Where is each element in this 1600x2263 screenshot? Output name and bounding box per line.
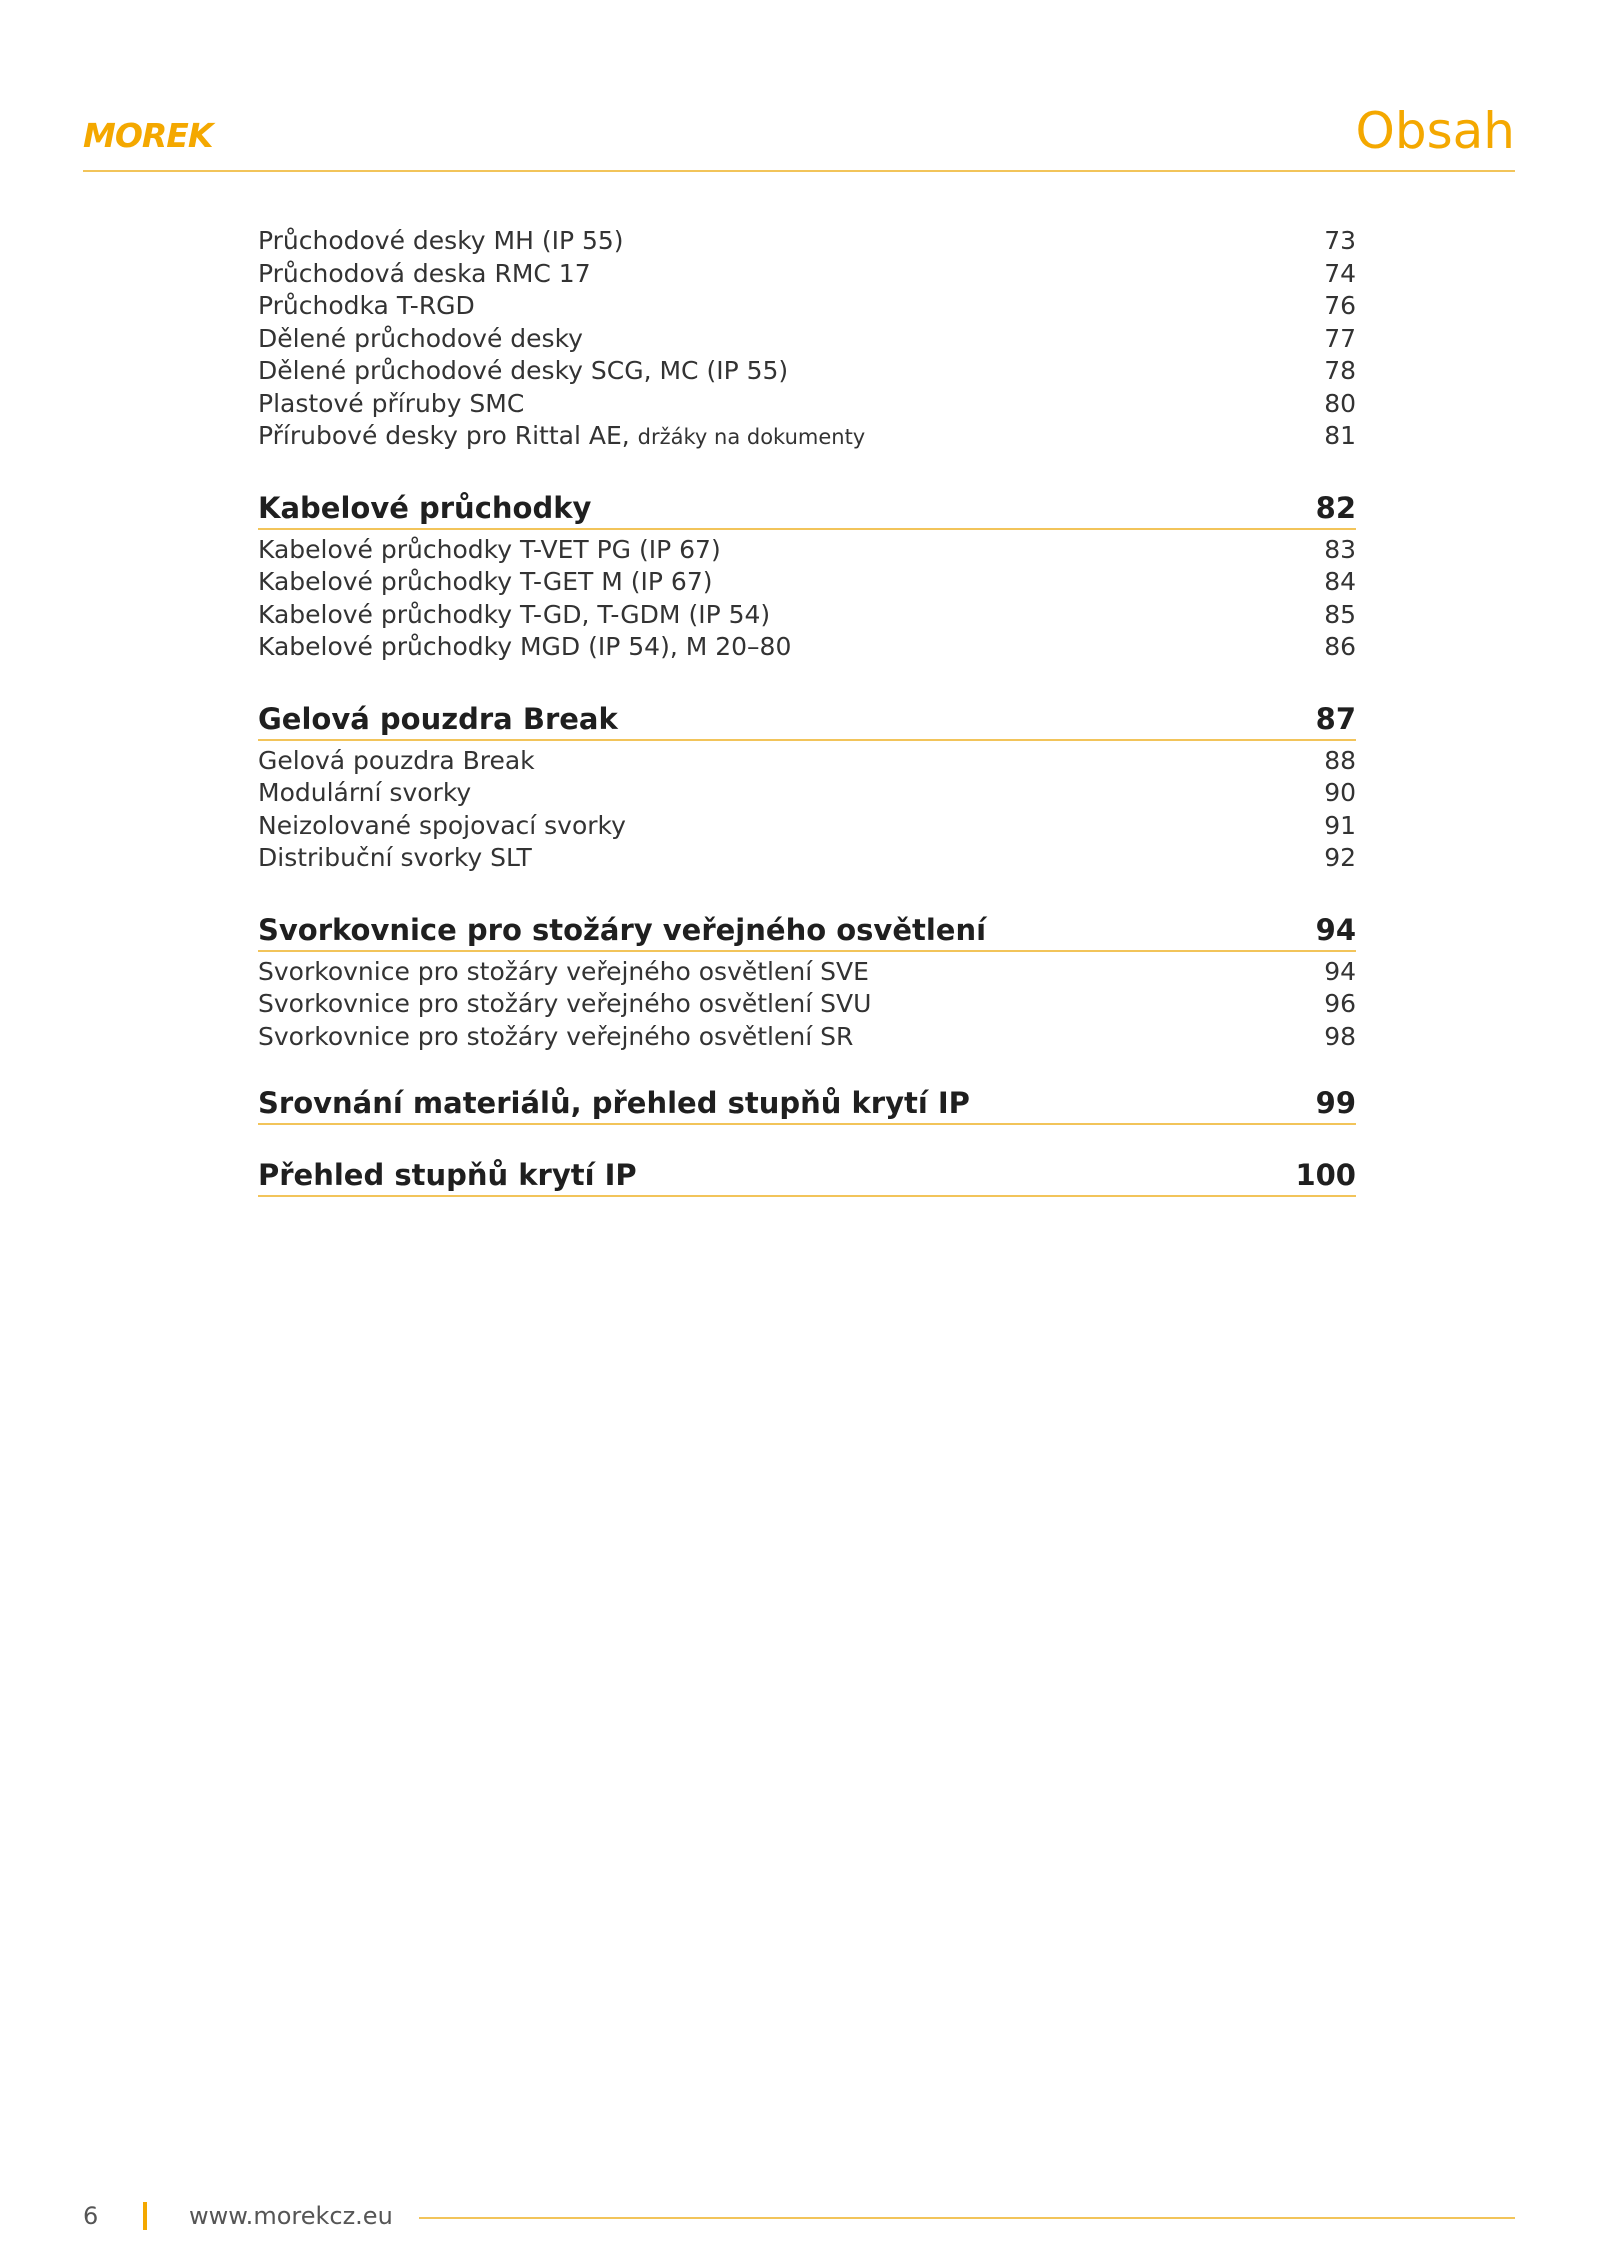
toc-item[interactable]: [258, 225, 1356, 258]
toc-item-label: Svorkovnice pro stožáry veřejného osvětlení SVU: [258, 989, 872, 1018]
toc-item-page: 84: [1324, 567, 1356, 596]
toc-item[interactable]: [258, 810, 1356, 843]
toc-item-label: Průchodové desky MH (IP 55): [258, 226, 624, 255]
section-title: Gelová pouzdra Break: [258, 701, 618, 736]
footer-rule: [419, 2217, 1515, 2219]
section-heading[interactable]: [258, 699, 1356, 741]
section-page: 100: [1295, 1158, 1356, 1192]
toc-item-label: Kabelové průchodky MGD (IP 54), M 20–80: [258, 632, 792, 661]
toc-item-page: 83: [1324, 534, 1356, 564]
toc-item[interactable]: [258, 599, 1356, 632]
toc-item-label: Plastové příruby SMC: [258, 388, 525, 418]
toc-item-label: Dělené průchodové desky: [258, 323, 583, 353]
toc-item[interactable]: [258, 631, 1356, 664]
toc-item-page: 94: [1324, 956, 1356, 986]
section-title: Přehled stupňů krytí IP: [258, 1158, 637, 1192]
toc-item-page: 78: [1324, 356, 1356, 385]
toc-item-label: Dělené průchodové desky SCG, MC (IP 55): [258, 356, 789, 385]
toc-item[interactable]: [258, 388, 1356, 421]
logo-text: MOREK: [83, 116, 213, 155]
section-title: Srovnání materiálů, přehled stupňů krytí IP: [258, 1086, 970, 1120]
toc-item-page: 76: [1324, 291, 1356, 320]
toc-item-page: 92: [1324, 843, 1356, 872]
intro-items: [258, 225, 1356, 453]
toc-item-label: Průchodová deska RMC 17: [258, 258, 591, 288]
toc-section-terminal-blocks: [258, 910, 1356, 1054]
page-title: Obsah: [1355, 102, 1515, 160]
toc-item[interactable]: [258, 988, 1356, 1021]
toc-section-ip-overview: [258, 1155, 1356, 1197]
toc-item-page: 77: [1324, 323, 1356, 353]
toc-section-cable-glands: [258, 488, 1356, 664]
toc-item-label: [258, 420, 865, 454]
footer-divider-bar: [143, 2202, 147, 2230]
toc-item[interactable]: [258, 842, 1356, 875]
toc-item-page: 98: [1324, 1021, 1356, 1051]
toc-item-page: 85: [1324, 599, 1356, 629]
section-page: 87: [1315, 701, 1356, 736]
website-link[interactable]: www.morekcz.eu: [189, 2202, 393, 2230]
toc-item[interactable]: [258, 745, 1356, 778]
toc-item-page: 81: [1324, 421, 1356, 450]
toc-item[interactable]: [258, 777, 1356, 810]
section-title: Svorkovnice pro stožáry veřejného osvětlení: [258, 912, 987, 947]
section-page: 94: [1315, 912, 1356, 947]
toc-section-material-comparison: [258, 1083, 1356, 1125]
section-heading[interactable]: [258, 1155, 1356, 1197]
page-header: [83, 100, 1515, 172]
section-title: Kabelové průchodky: [258, 490, 592, 525]
toc-item-page: 91: [1324, 810, 1356, 840]
section-page: 82: [1315, 490, 1356, 525]
toc-item-label-small: držáky na dokumenty: [637, 425, 866, 449]
toc-item-label: Průchodka T-RGD: [258, 291, 475, 320]
toc-item-page: 96: [1324, 989, 1356, 1018]
toc-item[interactable]: [258, 420, 1356, 453]
toc-item-page: 86: [1324, 632, 1356, 661]
toc-item-page: 80: [1324, 388, 1356, 418]
toc-item-label: Kabelové průchodky T-GD, T-GDM (IP 54): [258, 599, 771, 629]
section-heading[interactable]: [258, 1083, 1356, 1125]
section-heading[interactable]: [258, 910, 1356, 952]
toc-item-page: 88: [1324, 745, 1356, 775]
toc-item[interactable]: [258, 323, 1356, 356]
toc-section-gel-boxes: [258, 699, 1356, 875]
toc-item-label: Svorkovnice pro stožáry veřejného osvětlení SR: [258, 1021, 854, 1051]
toc-item-label: Kabelové průchodky T-VET PG (IP 67): [258, 534, 721, 564]
toc-item[interactable]: [258, 566, 1356, 599]
toc-item-label-main: Přírubové desky pro Rittal AE,: [258, 421, 630, 450]
toc-item[interactable]: [258, 534, 1356, 567]
toc-item-page: 90: [1324, 778, 1356, 807]
toc-item-label: Distribuční svorky SLT: [258, 843, 532, 872]
toc-item[interactable]: [258, 1021, 1356, 1054]
toc-item-label: Gelová pouzdra Break: [258, 745, 535, 775]
toc-item-page: 74: [1324, 258, 1356, 288]
page-footer: [83, 2198, 1515, 2238]
toc-item[interactable]: [258, 258, 1356, 291]
toc-item[interactable]: [258, 956, 1356, 989]
toc-item-page: 73: [1324, 226, 1356, 255]
section-heading[interactable]: [258, 488, 1356, 530]
page-number: 6: [83, 2202, 99, 2230]
table-of-contents: [258, 225, 1356, 1201]
toc-item-label: Svorkovnice pro stožáry veřejného osvětlení SVE: [258, 956, 869, 986]
toc-item-label: Neizolované spojovací svorky: [258, 810, 626, 840]
toc-item-label: Modulární svorky: [258, 778, 472, 807]
section-page: 99: [1315, 1086, 1356, 1120]
toc-item-label: Kabelové průchodky T-GET M (IP 67): [258, 567, 713, 596]
toc-item[interactable]: [258, 290, 1356, 323]
toc-item[interactable]: [258, 355, 1356, 388]
morek-logo: [83, 116, 213, 155]
